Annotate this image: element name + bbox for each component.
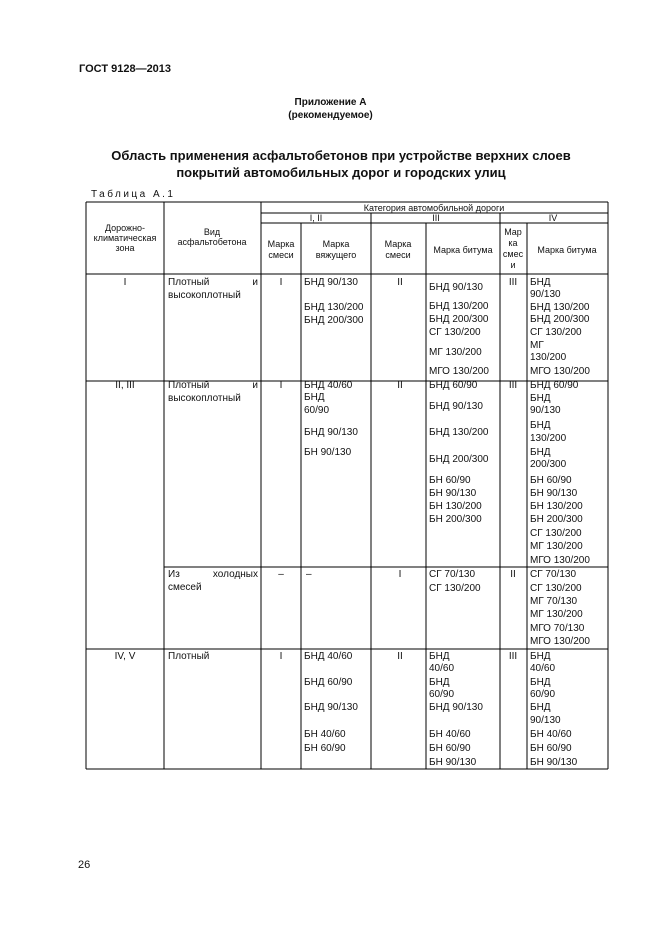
page-number: 26	[78, 859, 91, 871]
bitumen-IV-cell: БНД	[530, 677, 551, 688]
zone-cell: IV, V	[114, 651, 136, 662]
type-header: Вид	[203, 227, 221, 237]
mix-mark-header: смеси	[268, 250, 294, 260]
mix-III-cell: II	[397, 651, 403, 662]
bitumen-III-cell: БН 130/200	[429, 501, 482, 512]
type-cell: Плотный	[168, 651, 210, 662]
bitumen-IV-cell: МГО 130/200	[530, 366, 590, 377]
type-cell: высокоплотный	[168, 393, 241, 404]
bitumen-IV-cell: 40/60	[530, 663, 556, 674]
type-cell: холодных	[212, 569, 258, 580]
type-cell: Плотный	[168, 380, 210, 391]
mix-I-II-cell: I	[279, 380, 283, 391]
bitumen-IV-cell: БНД	[530, 651, 551, 662]
bitumen-III-cell: БН 40/60	[429, 729, 471, 740]
binder-cell: БНД 40/60	[304, 380, 353, 391]
bitumen-III-cell: БНД 90/130	[429, 401, 483, 412]
binder-cell: БН 60/90	[304, 743, 346, 754]
bitumen-III-cell: 40/60	[429, 663, 455, 674]
bitumen-IV-cell: 130/200	[530, 352, 567, 363]
type-cell: смесей	[168, 582, 202, 593]
mix-mark-header: ка	[508, 238, 518, 248]
binder-cell: БНД 200/300	[304, 315, 364, 326]
category-III-header: III	[432, 213, 440, 223]
category-header: Категория автомобильной дороги	[363, 203, 505, 213]
mix-I-II-cell: I	[279, 651, 283, 662]
bitumen-IV-cell: 90/130	[530, 289, 561, 300]
mix-IV-cell: III	[508, 651, 518, 662]
bitumen-IV-cell: МГ	[530, 340, 544, 351]
bitumen-IV-cell: БН 130/200	[530, 501, 583, 512]
binder-cell: БНД 90/130	[304, 702, 358, 713]
binder-cell: БНД	[304, 392, 325, 403]
bitumen-III-cell: БН 60/90	[429, 475, 471, 486]
bitumen-IV-cell: БНД 60/90	[530, 380, 579, 391]
bitumen-IV-cell: БН 200/300	[530, 514, 583, 525]
bitumen-III-cell: МГО 130/200	[429, 366, 489, 377]
bitumen-IV-cell: БНД	[530, 702, 551, 713]
bitumen-III-cell: СГ 130/200	[429, 583, 481, 594]
bitumen-III-cell: 60/90	[429, 689, 455, 700]
mix-mark-header: смеси	[385, 250, 411, 260]
bitumen-III-cell: СГ 70/130	[429, 569, 476, 580]
bitumen-IV-cell: СГ 130/200	[530, 327, 582, 338]
bitumen-mark-header: Марка битума	[537, 245, 597, 255]
bitumen-IV-cell: БН 60/90	[530, 743, 572, 754]
bitumen-III-cell: СГ 130/200	[429, 327, 481, 338]
binder-cell: –	[306, 569, 312, 580]
type-header: асфальтобетона	[177, 237, 247, 247]
bitumen-III-cell: МГ 130/200	[429, 347, 482, 358]
binder-cell: БН 90/130	[304, 447, 352, 458]
type-cell: Из	[168, 569, 180, 580]
bitumen-IV-cell: МГО 130/200	[530, 555, 590, 566]
bitumen-IV-cell: 130/200	[530, 433, 567, 444]
binder-mark-header: Марка	[322, 239, 350, 249]
bitumen-III-cell: БНД 200/300	[429, 454, 489, 465]
zone-cell: I	[123, 277, 127, 288]
bitumen-IV-cell: БНД	[530, 447, 551, 458]
page-title-line-2: покрытий автомобильных дорог и городских улиц	[176, 165, 506, 180]
bitumen-IV-cell: БН 40/60	[530, 729, 572, 740]
bitumen-III-cell: БНД 130/200	[429, 301, 489, 312]
bitumen-III-cell: БН 60/90	[429, 743, 471, 754]
mix-III-cell: I	[398, 569, 402, 580]
mix-IV-cell: III	[508, 380, 518, 391]
binder-mark-header: вяжущего	[315, 250, 357, 260]
mix-mark-header: Марка	[267, 239, 295, 249]
mix-IV-cell: II	[510, 569, 516, 580]
binder-cell: 60/90	[304, 405, 330, 416]
page-title-line-1: Область применения асфальтобетонов при устройстве верхних слоев	[111, 148, 571, 163]
mix-I-II-cell: –	[278, 569, 284, 580]
mix-mark-header: смес	[502, 249, 524, 259]
bitumen-IV-cell: 90/130	[530, 405, 561, 416]
bitumen-IV-cell: МГ 130/200	[530, 541, 583, 552]
bitumen-IV-cell: 200/300	[530, 459, 567, 470]
bitumen-IV-cell: МГО 130/200	[530, 636, 590, 647]
bitumen-III-cell: БНД 200/300	[429, 314, 489, 325]
bitumen-IV-cell: СГ 130/200	[530, 583, 582, 594]
bitumen-IV-cell: 90/130	[530, 715, 561, 726]
bitumen-IV-cell: БНД 200/300	[530, 314, 590, 325]
binder-cell: БНД 60/90	[304, 677, 353, 688]
mix-mark-header: Марка	[384, 239, 412, 249]
bitumen-IV-cell: БНД	[530, 277, 551, 288]
bitumen-IV-cell: СГ 70/130	[530, 569, 577, 580]
bitumen-IV-cell: БНД 130/200	[530, 302, 590, 313]
zone-header: Дорожно-	[104, 223, 146, 233]
bitumen-mark-header: Марка битума	[433, 245, 493, 255]
mix-mark-header: и	[510, 260, 516, 270]
bitumen-IV-cell: БН 90/130	[530, 757, 578, 768]
bitumen-III-cell: БНД 60/90	[429, 380, 478, 391]
appendix-title: Приложение А	[294, 97, 367, 108]
type-cell: высокоплотный	[168, 290, 241, 301]
bitumen-IV-cell: БНД	[530, 420, 551, 431]
bitumen-IV-cell: МГО 70/130	[530, 623, 585, 634]
bitumen-IV-cell: 60/90	[530, 689, 556, 700]
table-caption: Таблица А.1	[91, 189, 176, 200]
bitumen-III-cell: БНД 130/200	[429, 427, 489, 438]
binder-cell: БНД 130/200	[304, 302, 364, 313]
binder-cell: БН 40/60	[304, 729, 346, 740]
mix-I-II-cell: I	[279, 277, 283, 288]
type-cell: Плотный	[168, 277, 210, 288]
appendix-subtitle: (рекомендуемое)	[288, 110, 373, 121]
category-IV-header: IV	[548, 213, 558, 223]
binder-cell: БНД 40/60	[304, 651, 353, 662]
mix-IV-cell: III	[508, 277, 518, 288]
document-code: ГОСТ 9128—2013	[79, 63, 172, 75]
bitumen-IV-cell: МГ 130/200	[530, 609, 583, 620]
bitumen-III-cell: БНД 90/130	[429, 702, 483, 713]
mix-mark-header: Мар	[504, 227, 522, 237]
binder-cell: БНД 90/130	[304, 427, 358, 438]
bitumen-IV-cell: БНД	[530, 393, 551, 404]
mix-III-cell: II	[397, 277, 403, 288]
zone-header: климатическая	[93, 233, 157, 243]
bitumen-IV-cell: СГ 130/200	[530, 528, 582, 539]
zone-cell: II, III	[115, 380, 135, 391]
bitumen-III-cell: БН 90/130	[429, 488, 477, 499]
zone-header: зона	[115, 243, 135, 253]
bitumen-III-cell: БН 200/300	[429, 514, 482, 525]
binder-cell: БНД 90/130	[304, 277, 358, 288]
bitumen-III-cell: БНД	[429, 677, 450, 688]
mix-III-cell: II	[397, 380, 403, 391]
bitumen-IV-cell: БН 60/90	[530, 475, 572, 486]
bitumen-IV-cell: МГ 70/130	[530, 596, 578, 607]
bitumen-III-cell: БНД 90/130	[429, 282, 483, 293]
type-cell: и	[252, 277, 258, 288]
bitumen-III-cell: БНД	[429, 651, 450, 662]
bitumen-IV-cell: БН 90/130	[530, 488, 578, 499]
category-I-II-header: I, II	[309, 213, 323, 223]
bitumen-III-cell: БН 90/130	[429, 757, 477, 768]
type-cell: и	[252, 380, 258, 391]
